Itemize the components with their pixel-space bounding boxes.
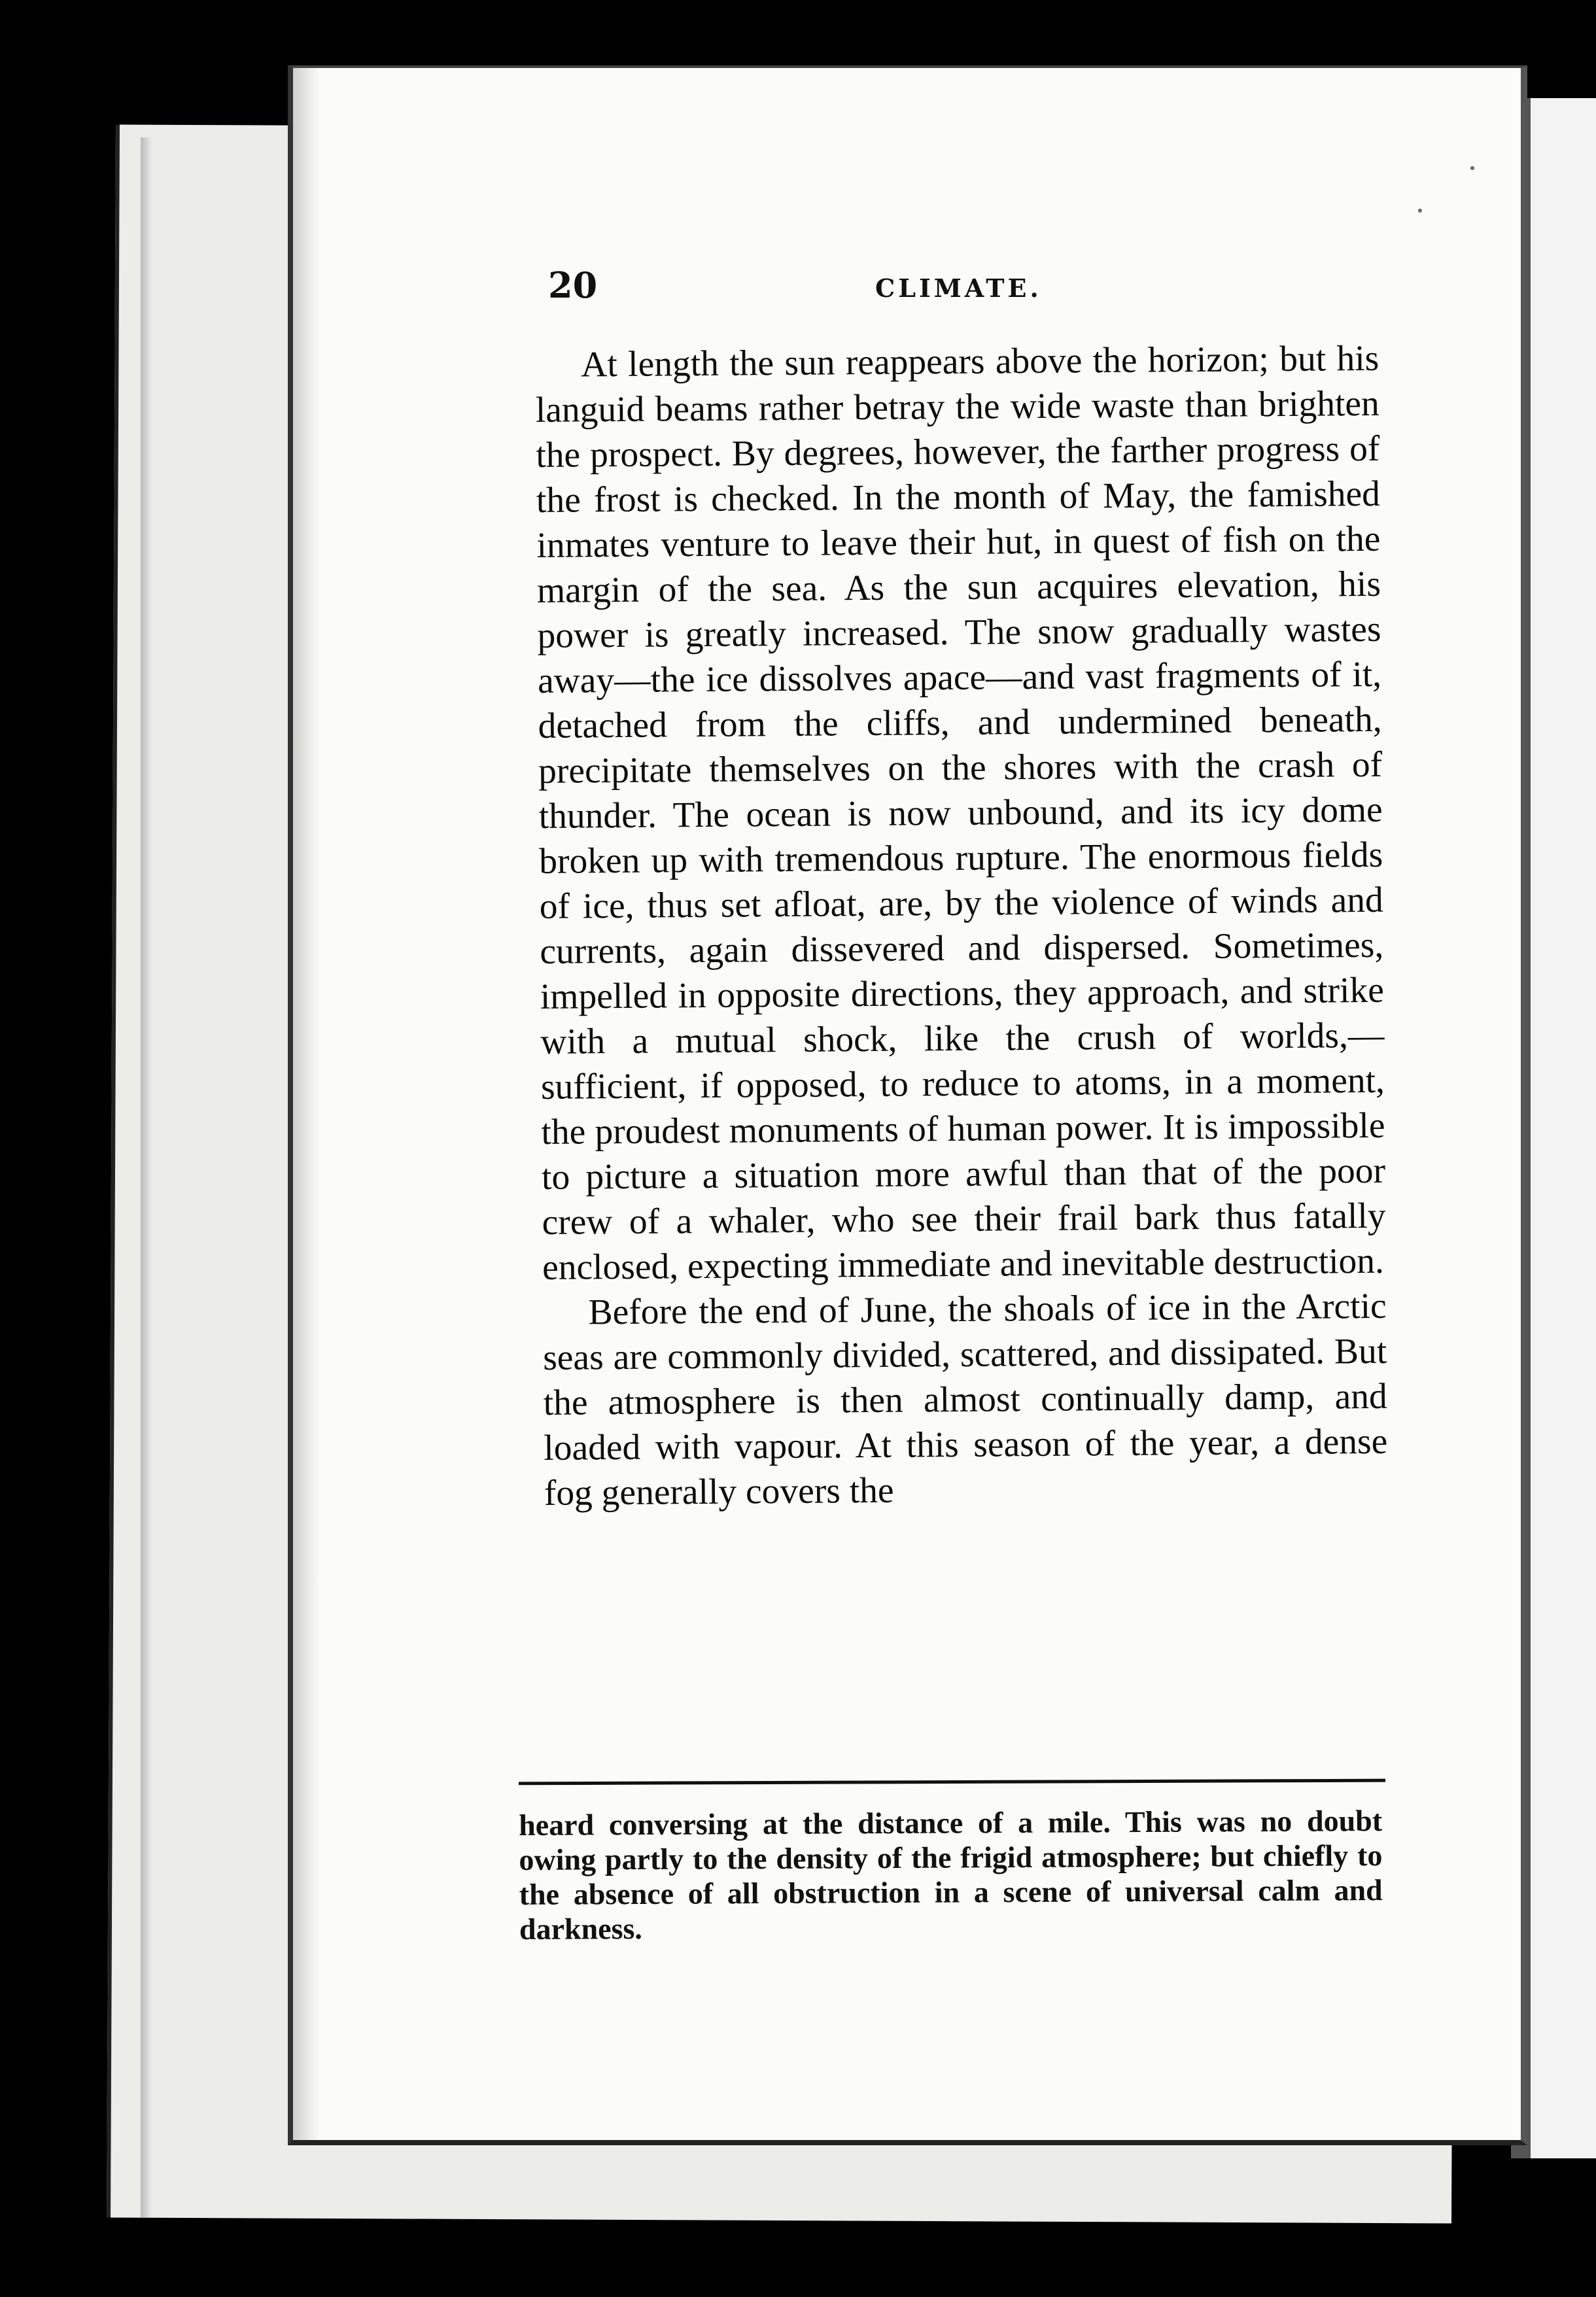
paper-speck <box>1418 209 1422 213</box>
main-text <box>535 336 1388 1516</box>
running-head: CLIMATE. <box>875 273 1042 303</box>
book-page <box>288 65 1527 2145</box>
page-header <box>548 264 1353 323</box>
gutter-shadow <box>293 68 319 2140</box>
paragraph: Before the end of June, the shoals of ice in the Arctic seas are commonly divided, scattered, and dissipated. But the atmosphere is then almost continually damp, and loaded with vapour. At this season of the year, a dense fog generally covers the <box>542 1286 1388 1513</box>
footnote-rule <box>519 1779 1385 1786</box>
paragraph: At length the sun reappears above the horizon; but his languid beams rather betray the wide waste than brighten the prospect. By degrees, however, the farther progress of the frost is checked. In the month of May, the famished inmates venture to leave their hut, in quest of fish on the margin of the sea. As the sun acquires elevation, his power is greatly increased. The snow gradually wastes away—the ice dissolves apace—and vast fragments of it, detached from the cliffs, and undermined beneath, precipitate themselves on the shores with the crash of thunder. The ocean is now unbound, and its icy dome broken up with tremendous rupture. The enormous fields of ice, thus set afloat, are, by the violence of winds and currents, again dissevered and dispersed. Sometimes, impelled in opposite directions, they approach, and strike with a mutual shock, like the crush of worlds,—sufficient, if opposed, to reduce to atoms, in a moment, the proudest monuments of human power. It is impossible to picture a situation more awful than that of the poor crew of a whaler, who see their frail bark thus fatally enclosed, expecting immediate and inevitable destruction. <box>535 338 1386 1288</box>
footnote-text: heard conversing at the distance of a mile. This was no doubt owing partly to the density of the frigid atmosphere; but chiefly to the absence of all obstruction in a scene of universal calm and darkness. <box>519 1804 1383 1946</box>
footnote <box>519 1803 1383 1946</box>
paper-speck <box>1470 166 1474 170</box>
page-edge-shadow <box>141 137 152 2217</box>
page-number: 20 <box>548 264 598 306</box>
